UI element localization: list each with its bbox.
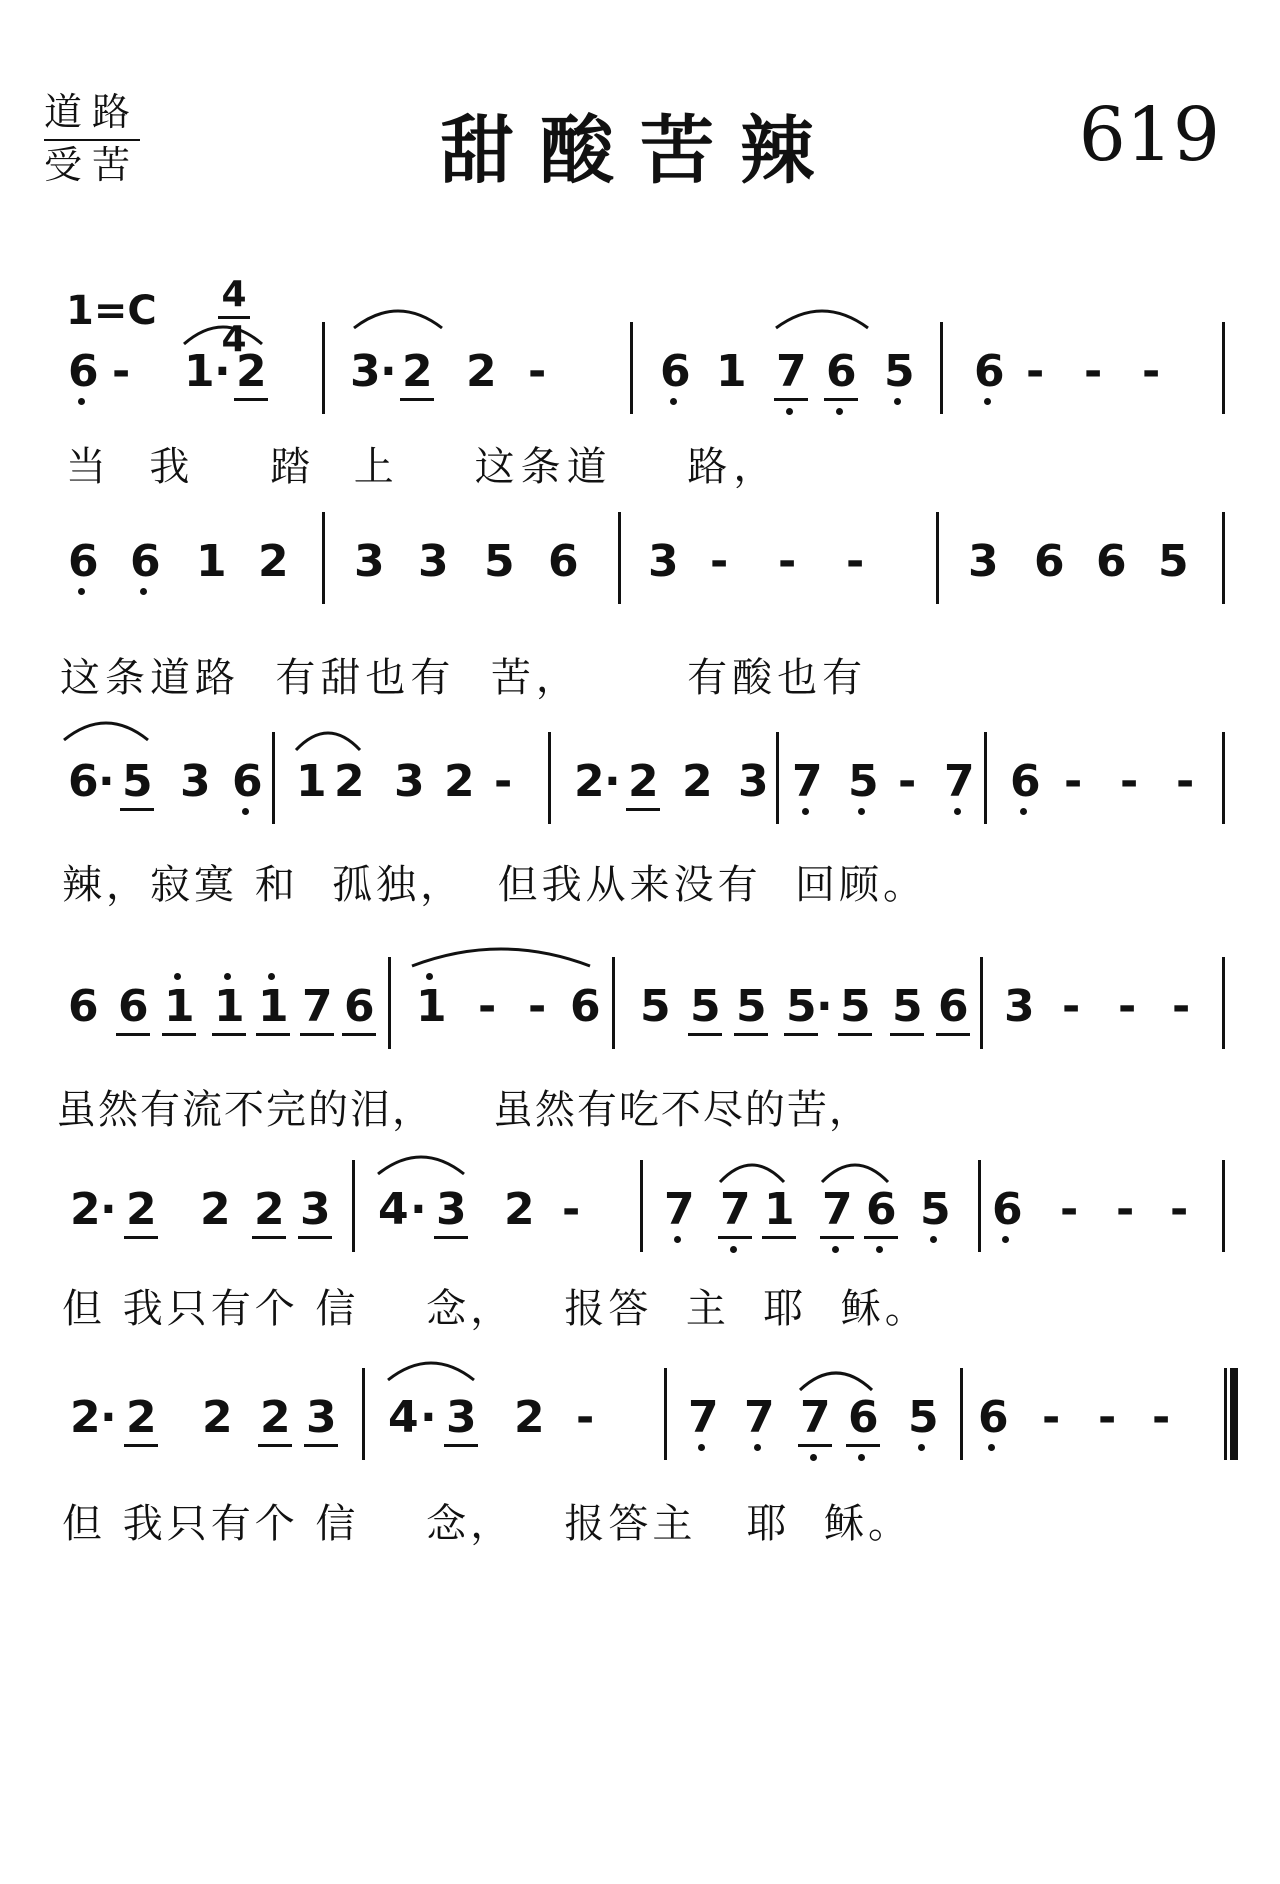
barline bbox=[1222, 957, 1225, 1049]
note: 5 bbox=[884, 346, 915, 397]
eighth-underline bbox=[258, 1444, 292, 1447]
category-line-1: 道路 bbox=[44, 88, 140, 141]
barline bbox=[630, 322, 633, 414]
augmentation-dot: · bbox=[100, 1184, 117, 1235]
note: 2 bbox=[466, 346, 497, 397]
low-octave-dot bbox=[674, 1236, 681, 1243]
dash-hold: - bbox=[898, 756, 917, 807]
note: 3 bbox=[350, 346, 381, 397]
note: 3 bbox=[436, 1184, 467, 1235]
barline bbox=[548, 732, 551, 824]
low-octave-dot bbox=[858, 808, 865, 815]
eighth-underline bbox=[256, 1033, 290, 1036]
barline bbox=[322, 322, 325, 414]
eighth-underline bbox=[434, 1236, 468, 1239]
note: 2 bbox=[258, 536, 289, 587]
eighth-underline bbox=[626, 808, 660, 811]
low-octave-dot bbox=[670, 398, 677, 405]
low-octave-dot bbox=[858, 1454, 865, 1461]
barline bbox=[640, 1160, 643, 1252]
barline bbox=[618, 512, 621, 604]
eighth-underline bbox=[342, 1033, 376, 1036]
eighth-underline bbox=[116, 1033, 150, 1036]
augmentation-dot: · bbox=[98, 756, 115, 807]
augmentation-dot: · bbox=[420, 1392, 437, 1443]
slur bbox=[378, 1157, 464, 1174]
note: 1 bbox=[196, 536, 227, 587]
eighth-underline bbox=[304, 1444, 338, 1447]
key-signature: 1=C bbox=[66, 288, 157, 334]
note: 6 bbox=[344, 981, 375, 1032]
high-octave-dot bbox=[268, 973, 275, 980]
note: 6 bbox=[68, 536, 99, 587]
note: 7 bbox=[944, 756, 975, 807]
note: 6 bbox=[660, 346, 691, 397]
barline bbox=[362, 1368, 365, 1460]
low-octave-dot bbox=[988, 1444, 995, 1451]
note: 1 bbox=[764, 1184, 795, 1235]
low-octave-dot bbox=[876, 1246, 883, 1253]
dash-hold: - bbox=[478, 981, 497, 1032]
lyrics-line-4: 虽然有流不完的泪， 虽然有吃不尽的苦， bbox=[56, 1087, 871, 1133]
augmentation-dot: · bbox=[816, 981, 833, 1032]
dash-hold: - bbox=[1042, 1392, 1061, 1443]
dash-hold: - bbox=[1142, 346, 1161, 397]
note: 6 bbox=[992, 1184, 1023, 1235]
note: 5 bbox=[640, 981, 671, 1032]
note: 2 bbox=[126, 1184, 157, 1235]
note: 6 bbox=[1096, 536, 1127, 587]
barline bbox=[776, 732, 779, 824]
low-octave-dot bbox=[954, 808, 961, 815]
note: 3 bbox=[738, 756, 769, 807]
barline bbox=[664, 1368, 667, 1460]
hymn-number: 619 bbox=[1078, 92, 1220, 178]
low-octave-dot bbox=[836, 408, 843, 415]
dash-hold: - bbox=[1170, 1184, 1189, 1235]
augmentation-dot: · bbox=[410, 1184, 427, 1235]
eighth-underline bbox=[762, 1236, 796, 1239]
eighth-underline bbox=[300, 1033, 334, 1036]
dash-hold: - bbox=[576, 1392, 595, 1443]
note: 6 bbox=[1010, 756, 1041, 807]
slur bbox=[64, 723, 148, 740]
note: 5 bbox=[122, 756, 153, 807]
low-octave-dot bbox=[1002, 1236, 1009, 1243]
note: 3 bbox=[418, 536, 449, 587]
note: 6 bbox=[974, 346, 1005, 397]
slur bbox=[296, 733, 360, 750]
lyrics-line-1: 当 我 踏 上 这条道 路， bbox=[66, 444, 780, 490]
note: 6 bbox=[826, 346, 857, 397]
note: 2 bbox=[200, 1184, 231, 1235]
barline bbox=[1224, 1368, 1227, 1460]
eighth-underline bbox=[798, 1444, 832, 1447]
note: 6 bbox=[570, 981, 601, 1032]
dash-hold: - bbox=[1060, 1184, 1079, 1235]
note: 6 bbox=[866, 1184, 897, 1235]
eighth-underline bbox=[824, 398, 858, 401]
augmentation-dot: · bbox=[214, 346, 231, 397]
dash-hold: - bbox=[112, 346, 131, 397]
barline bbox=[980, 957, 983, 1049]
barline bbox=[352, 1160, 355, 1252]
dash-hold: - bbox=[1084, 346, 1103, 397]
dash-hold: - bbox=[1098, 1392, 1117, 1443]
note: 3 bbox=[354, 536, 385, 587]
note: 5 bbox=[848, 756, 879, 807]
note: 3 bbox=[648, 536, 679, 587]
note: 7 bbox=[664, 1184, 695, 1235]
eighth-underline bbox=[162, 1033, 196, 1036]
eighth-underline bbox=[400, 398, 434, 401]
note: 5 bbox=[690, 981, 721, 1032]
lyrics-line-6: 但 我只有个 信 念， 报答主 耶 稣。 bbox=[62, 1501, 913, 1547]
note: 3 bbox=[1004, 981, 1035, 1032]
barline bbox=[960, 1368, 963, 1460]
dash-hold: - bbox=[778, 536, 797, 587]
slur bbox=[388, 1363, 474, 1380]
eighth-underline bbox=[124, 1444, 158, 1447]
note: 2 bbox=[444, 756, 475, 807]
note: 3 bbox=[300, 1184, 331, 1235]
eighth-underline bbox=[820, 1236, 854, 1239]
note: 6 bbox=[978, 1392, 1009, 1443]
dash-hold: - bbox=[1026, 346, 1045, 397]
note: 5 bbox=[892, 981, 923, 1032]
low-octave-dot bbox=[930, 1236, 937, 1243]
note: 4 bbox=[388, 1392, 419, 1443]
eighth-underline bbox=[444, 1444, 478, 1447]
slur bbox=[412, 949, 590, 966]
category-line-2: 受苦 bbox=[44, 143, 141, 188]
low-octave-dot bbox=[78, 398, 85, 405]
low-octave-dot bbox=[78, 588, 85, 595]
barline bbox=[1222, 512, 1225, 604]
low-octave-dot bbox=[242, 808, 249, 815]
note: 2 bbox=[574, 756, 605, 807]
slur bbox=[776, 311, 868, 328]
note: 3 bbox=[306, 1392, 337, 1443]
note: 6 bbox=[548, 536, 579, 587]
barline bbox=[984, 732, 987, 824]
dash-hold: - bbox=[710, 536, 729, 587]
low-octave-dot bbox=[698, 1444, 705, 1451]
note: 6 bbox=[68, 981, 99, 1032]
dash-hold: - bbox=[528, 346, 547, 397]
high-octave-dot bbox=[426, 973, 433, 980]
note: 2 bbox=[70, 1184, 101, 1235]
dash-hold: - bbox=[562, 1184, 581, 1235]
note: 2 bbox=[402, 346, 433, 397]
note: 2 bbox=[126, 1392, 157, 1443]
barline bbox=[1222, 1160, 1225, 1252]
high-octave-dot bbox=[224, 973, 231, 980]
low-octave-dot bbox=[730, 1246, 737, 1253]
eighth-underline bbox=[846, 1444, 880, 1447]
note: 5 bbox=[920, 1184, 951, 1235]
dash-hold: - bbox=[1118, 981, 1137, 1032]
note: 2 bbox=[514, 1392, 545, 1443]
augmentation-dot: · bbox=[380, 346, 397, 397]
low-octave-dot bbox=[984, 398, 991, 405]
eighth-underline bbox=[784, 1033, 818, 1036]
note: 1 bbox=[416, 981, 447, 1032]
note: 1 bbox=[184, 346, 215, 397]
eighth-underline bbox=[298, 1236, 332, 1239]
note: 3 bbox=[446, 1392, 477, 1443]
eighth-underline bbox=[890, 1033, 924, 1036]
time-signature-bottom: 4 bbox=[221, 319, 247, 360]
low-octave-dot bbox=[894, 398, 901, 405]
note: 2 bbox=[260, 1392, 291, 1443]
low-octave-dot bbox=[1020, 808, 1027, 815]
dash-hold: - bbox=[494, 756, 513, 807]
note: 2 bbox=[682, 756, 713, 807]
slur bbox=[354, 311, 442, 328]
eighth-underline bbox=[864, 1236, 898, 1239]
eighth-underline bbox=[734, 1033, 768, 1036]
dash-hold: - bbox=[1120, 756, 1139, 807]
note: 2 bbox=[202, 1392, 233, 1443]
eighth-underline bbox=[234, 398, 268, 401]
note: 1 bbox=[214, 981, 245, 1032]
note: 5 bbox=[736, 981, 767, 1032]
barline bbox=[1222, 322, 1225, 414]
note: 7 bbox=[688, 1392, 719, 1443]
note: 5 bbox=[840, 981, 871, 1032]
note: 7 bbox=[720, 1184, 751, 1235]
dash-hold: - bbox=[1152, 1392, 1171, 1443]
note: 5 bbox=[1158, 536, 1189, 587]
note: 6 bbox=[130, 536, 161, 587]
eighth-underline bbox=[718, 1236, 752, 1239]
slur bbox=[822, 1165, 888, 1182]
note: 6 bbox=[118, 981, 149, 1032]
note: 2 bbox=[70, 1392, 101, 1443]
barline bbox=[1222, 732, 1225, 824]
note: 6 bbox=[938, 981, 969, 1032]
note: 4 bbox=[378, 1184, 409, 1235]
note: 1 bbox=[296, 756, 327, 807]
note: 7 bbox=[800, 1392, 831, 1443]
dash-hold: - bbox=[1116, 1184, 1135, 1235]
augmentation-dot: · bbox=[100, 1392, 117, 1443]
barline bbox=[322, 512, 325, 604]
note: 1 bbox=[164, 981, 195, 1032]
note: 7 bbox=[302, 981, 333, 1032]
eighth-underline bbox=[252, 1236, 286, 1239]
barline bbox=[272, 732, 275, 824]
dash-hold: - bbox=[1064, 756, 1083, 807]
note: 2 bbox=[254, 1184, 285, 1235]
note: 7 bbox=[822, 1184, 853, 1235]
low-octave-dot bbox=[140, 588, 147, 595]
note: 6 bbox=[68, 346, 99, 397]
dash-hold: - bbox=[846, 536, 865, 587]
eighth-underline bbox=[774, 398, 808, 401]
barline bbox=[612, 957, 615, 1049]
low-octave-dot bbox=[918, 1444, 925, 1451]
note: 2 bbox=[334, 756, 365, 807]
eighth-underline bbox=[124, 1236, 158, 1239]
note: 7 bbox=[792, 756, 823, 807]
note: 5 bbox=[786, 981, 817, 1032]
note: 6 bbox=[848, 1392, 879, 1443]
slur bbox=[800, 1373, 872, 1390]
lyrics-line-2: 这条道路 有甜也有 苦， 有酸也有 bbox=[60, 655, 868, 701]
note: 7 bbox=[744, 1392, 775, 1443]
note: 2 bbox=[236, 346, 267, 397]
note: 6 bbox=[68, 756, 99, 807]
low-octave-dot bbox=[786, 408, 793, 415]
eighth-underline bbox=[120, 808, 154, 811]
dash-hold: - bbox=[1176, 756, 1195, 807]
note: 3 bbox=[968, 536, 999, 587]
time-signature-top: 4 bbox=[221, 274, 247, 315]
note: 2 bbox=[504, 1184, 535, 1235]
barline bbox=[388, 957, 391, 1049]
high-octave-dot bbox=[174, 973, 181, 980]
eighth-underline bbox=[688, 1033, 722, 1036]
note: 1 bbox=[258, 981, 289, 1032]
slur bbox=[720, 1165, 784, 1182]
note: 7 bbox=[776, 346, 807, 397]
barline bbox=[940, 322, 943, 414]
eighth-underline bbox=[838, 1033, 872, 1036]
note: 5 bbox=[908, 1392, 939, 1443]
note: 2 bbox=[628, 756, 659, 807]
low-octave-dot bbox=[810, 1454, 817, 1461]
eighth-underline bbox=[212, 1033, 246, 1036]
low-octave-dot bbox=[832, 1246, 839, 1253]
low-octave-dot bbox=[802, 808, 809, 815]
lyrics-line-5: 但 我只有个 信 念， 报答 主 耶 稣。 bbox=[62, 1286, 929, 1332]
note: 6 bbox=[1034, 536, 1065, 587]
final-barline bbox=[1230, 1368, 1238, 1460]
augmentation-dot: · bbox=[604, 756, 621, 807]
dash-hold: - bbox=[1062, 981, 1081, 1032]
note: 1 bbox=[716, 346, 747, 397]
note: 3 bbox=[394, 756, 425, 807]
note: 3 bbox=[180, 756, 211, 807]
eighth-underline bbox=[936, 1033, 970, 1036]
barline bbox=[978, 1160, 981, 1252]
dash-hold: - bbox=[1172, 981, 1191, 1032]
low-octave-dot bbox=[754, 1444, 761, 1451]
dash-hold: - bbox=[528, 981, 547, 1032]
lyrics-line-3: 辣，寂寞 和 孤独， 但我从来没有 回顾。 bbox=[62, 862, 928, 908]
hymn-title: 甜酸苦辣 bbox=[440, 108, 840, 194]
note: 6 bbox=[232, 756, 263, 807]
note: 5 bbox=[484, 536, 515, 587]
barline bbox=[936, 512, 939, 604]
